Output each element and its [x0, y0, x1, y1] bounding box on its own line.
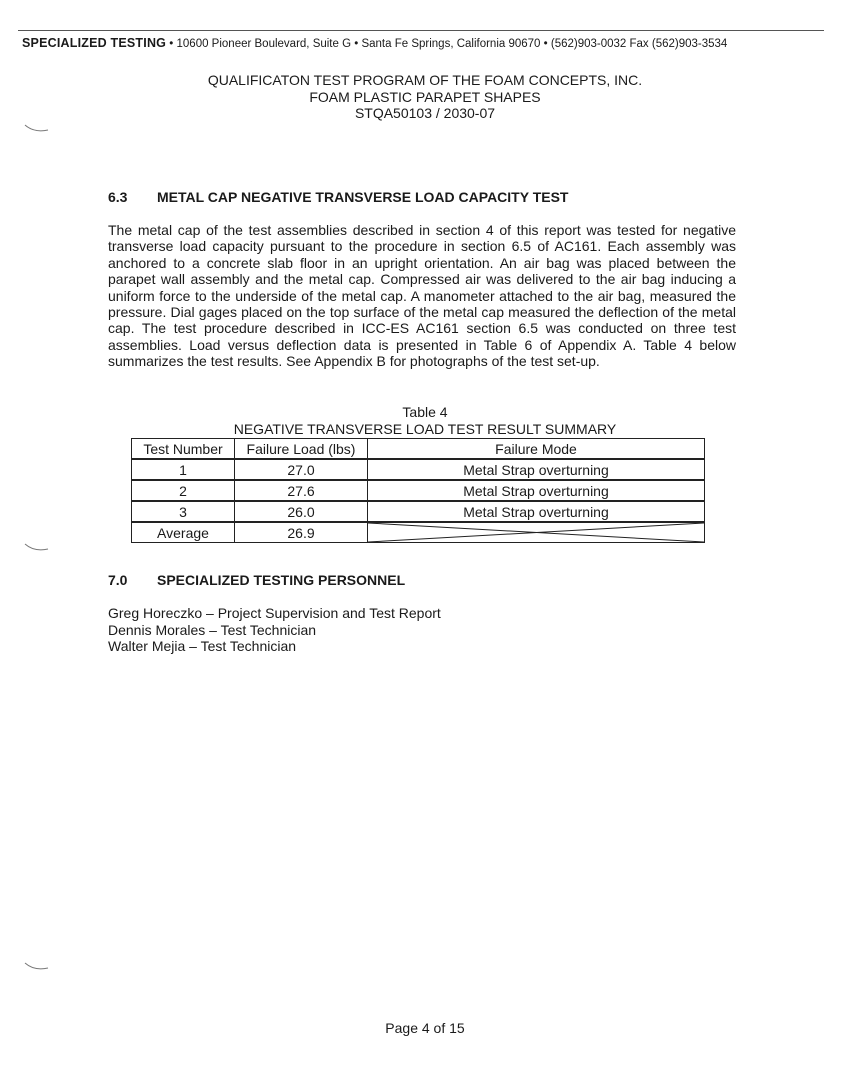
average-value-cell: 26.9 [235, 522, 368, 543]
test-number-cell: 3 [132, 501, 235, 522]
test-number-cell: 2 [132, 480, 235, 501]
personnel-list [108, 605, 441, 655]
punch-hole-mark [24, 124, 50, 134]
table-row [132, 501, 705, 522]
page-number: Page 4 of 15 [385, 1020, 465, 1036]
average-row [132, 522, 705, 543]
average-label-cell: Average [132, 522, 235, 543]
list-item: Dennis Morales – Test Technician [108, 621, 317, 638]
test-number-cell: 1 [132, 459, 235, 480]
punch-hole-mark [24, 543, 50, 553]
company-address: • 10600 Pioneer Boulevard, Suite G • Santa Fe Springs, California 90670 • (562)903-0032 Fax (562)903-3534 [166, 38, 728, 50]
empty-crossed-cell [368, 522, 705, 543]
failure-mode-cell: Metal Strap overturning [368, 501, 705, 522]
report-number: STQA50103 / 2030-07 [354, 105, 496, 121]
section-title: SPECIALIZED TESTING PERSONNEL [157, 572, 406, 588]
punch-hole-mark [24, 962, 50, 972]
list-item: Greg Horeczko – Project Supervision and Test Report [108, 605, 441, 621]
table-title: NEGATIVE TRANSVERSE LOAD TEST RESULT SUMMARY [233, 420, 617, 437]
header-cell: Test Number [132, 439, 235, 460]
section-heading [108, 189, 568, 205]
section-number: 7.0 [108, 572, 128, 588]
section-heading [108, 572, 405, 588]
company-name: SPECIALIZED TESTING [22, 36, 167, 50]
table-header-row [132, 439, 705, 460]
table-row [132, 480, 705, 501]
cross-out-lines [368, 523, 704, 542]
section-number: 6.3 [108, 189, 128, 205]
section-body: The metal cap of the test assemblies described in section 4 of this report was tested for negative transverse load capacity pursuant to the procedure in section 6.5 of AC161. Each assembly was anchored to a concrete slab floor in an upright orientation. An air bag was placed between the parapet wall assembly and the metal cap. Compressed air was delivered to the air bag inducing a uniform force to the underside of the metal cap. A manometer attached to the air bag, measured the pressure. Dial gages placed on the top surface of the metal cap measured the deflection of the metal cap. The test procedure described in ICC-ES AC161 section 6.5 was conducted on three test assemblies. Load versus deflection data is presented in Table 6 of Appendix A. Table 4 below summarizes the test results. See Appendix B for photographs of the test set-up. [108, 222, 736, 370]
table-row [132, 459, 705, 480]
letterhead-rule [18, 30, 824, 31]
failure-load-cell: 27.6 [235, 480, 368, 501]
failure-mode-cell: Metal Strap overturning [368, 459, 705, 480]
results-table [131, 438, 705, 543]
report-subtitle: FOAM PLASTIC PARAPET SHAPES [309, 88, 541, 105]
list-item: Walter Mejia – Test Technician [108, 638, 297, 654]
header-cell: Failure Mode [368, 439, 705, 460]
report-title: QUALIFICATON TEST PROGRAM OF THE FOAM CONCEPTS, INC. [207, 72, 643, 88]
failure-load-cell: 26.0 [235, 501, 368, 522]
report-header [0, 72, 850, 122]
section-title: METAL CAP NEGATIVE TRANSVERSE LOAD CAPACITY TEST [157, 189, 569, 205]
letterhead [22, 36, 727, 50]
failure-mode-cell: Metal Strap overturning [368, 480, 705, 501]
table-caption [0, 404, 850, 437]
failure-load-cell: 27.0 [235, 459, 368, 480]
table-label: Table 4 [402, 404, 448, 420]
header-cell: Failure Load (lbs) [235, 439, 368, 460]
